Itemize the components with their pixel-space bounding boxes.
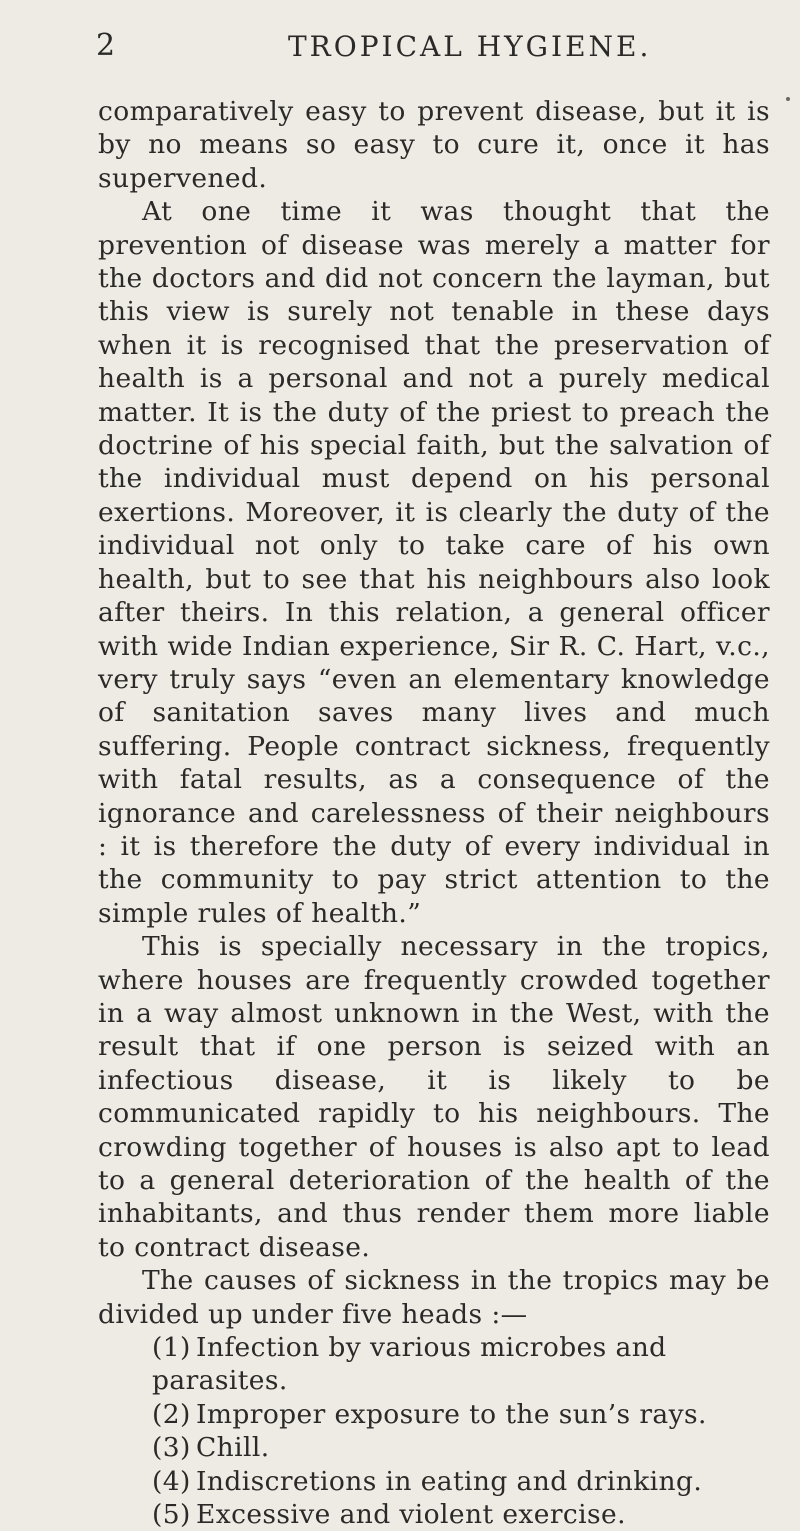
paper-speck <box>786 97 790 101</box>
list-item <box>98 1331 770 1398</box>
list-item <box>98 1431 770 1464</box>
running-title: TROPICAL HYGIENE. <box>288 30 652 63</box>
list-item-number: (4) <box>152 1465 191 1497</box>
list-item-text: Indiscretions in eating and drinking. <box>196 1465 703 1497</box>
list-item-text: Improper exposure to the sun’s rays. <box>196 1398 707 1430</box>
paragraph-prevention: At one time it was thought that the prevention of disease was merely a matter for the doctors and did not concern the layman, but this view is surely not tenable in these days when it is recognised that the preservation of health is a personal and not a purely medical matter. It is the duty of the priest to preach the doctrine of his special faith, but the salvation of the individual must depend on his personal exertions. Moreover, it is clearly the duty of the individual not only to take care of his own health, but to see that his neighbours also look after theirs. In this relation, a general officer with wide Indian experience, Sir R. C. Hart, v.c., very truly says “even an elementary knowledge of sanitation saves many lives and much suffering. People contract sickness, frequently with fatal results, as a consequence of the ignorance and carelessness of their neighbours : it is therefore the duty of every individual in the community to pay strict attention to the simple rules of health.” <box>98 196 770 929</box>
list-item-number: (5) <box>152 1499 191 1531</box>
body-text <box>98 95 770 1531</box>
paragraph-continuation: comparatively easy to prevent disease, but it is by no means so easy to cure it, once it has supervened. <box>98 96 770 194</box>
list-item-text: Infection by various microbes and parasites. <box>152 1332 667 1397</box>
list-item <box>98 1465 770 1498</box>
page-number: 2 <box>96 28 117 63</box>
list-item-number: (3) <box>152 1432 191 1464</box>
list-item <box>98 1498 770 1531</box>
causes-list <box>98 1331 770 1531</box>
list-item-number: (2) <box>152 1398 191 1430</box>
list-item-text: Chill. <box>196 1432 270 1464</box>
paragraph-causes-intro: The causes of sickness in the tropics may be divided up under five heads :— <box>98 1265 770 1330</box>
list-item <box>98 1398 770 1431</box>
running-head <box>0 28 800 68</box>
list-item-text: Excessive and violent exercise. <box>196 1499 626 1531</box>
list-item-number: (1) <box>152 1332 191 1364</box>
paragraph-tropics: This is specially necessary in the tropics, where houses are frequently crowded together in a way almost unknown in the West, with the result that if one person is seized with an infectious disease, it is likely to be communicated rapidly to his neighbours. The crowding together of houses is also apt to lead to a general deterioration of the health of the inhabitants, and thus render them more liable to contract disease. <box>98 931 770 1263</box>
